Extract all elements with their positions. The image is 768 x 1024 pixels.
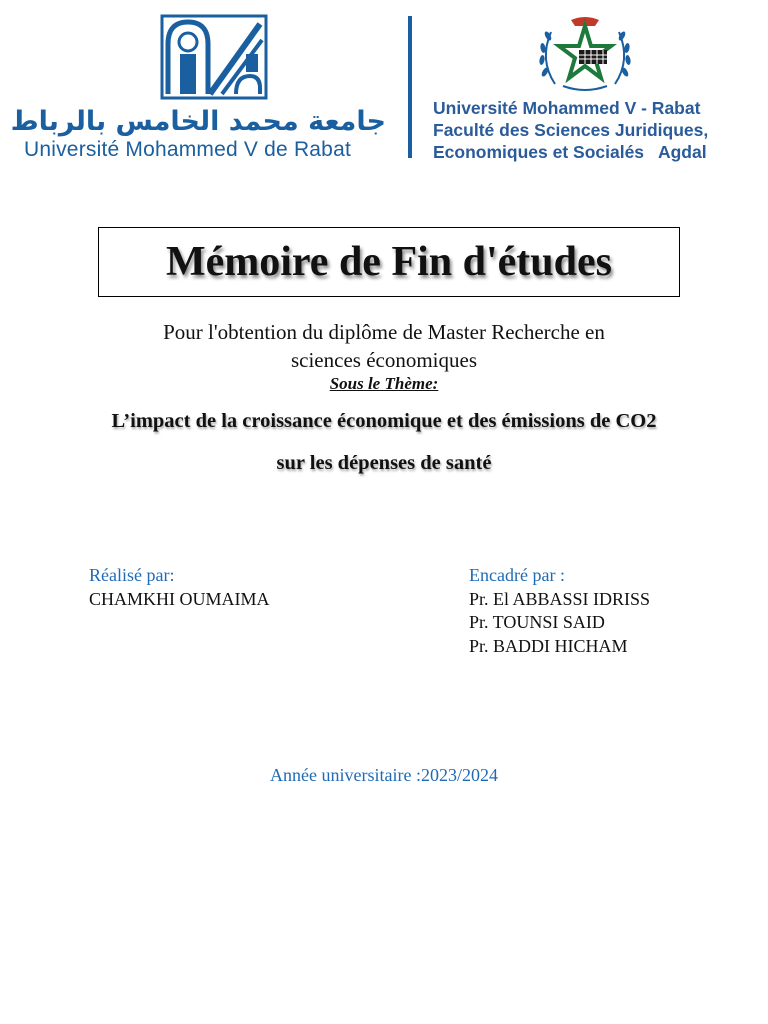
university-name: Université Mohammed V de Rabat bbox=[24, 138, 351, 161]
degree-subtitle-line1: Pour l'obtention du diplôme de Master Recherche en bbox=[163, 320, 605, 344]
supervisor-name: Pr. BADDI HICHAM bbox=[469, 636, 628, 656]
faculty-line-name: Faculté des Sciences Juridiques, bbox=[433, 120, 709, 140]
degree-subtitle-line2: sciences économiques bbox=[290, 348, 478, 372]
document-title: Mémoire de Fin d'études bbox=[165, 239, 612, 285]
author-label: Réalisé par: bbox=[89, 565, 175, 585]
theme-title-line2: sur les dépenses de santé bbox=[276, 452, 492, 474]
author-name: CHAMKHI OUMAIMA bbox=[89, 589, 270, 609]
university-arch-logo-icon bbox=[160, 14, 268, 100]
supervisor-name: Pr. El ABBASSI IDRISS bbox=[469, 589, 651, 609]
faculty-line-campus: Economiques et Socialés Agdal bbox=[433, 142, 707, 162]
morocco-emblem-icon bbox=[533, 14, 637, 94]
title-box bbox=[98, 227, 680, 297]
supervisor-name: Pr. TOUNSI SAID bbox=[469, 612, 605, 632]
header-divider bbox=[408, 16, 412, 158]
theme-label: Sous le Thème: bbox=[329, 374, 439, 393]
supervisors-label: Encadré par : bbox=[469, 565, 565, 585]
university-arabic-name: جامعة محمد الخامس بالرباط bbox=[10, 106, 386, 137]
academic-year: Année universitaire :2023/2024 bbox=[270, 765, 498, 785]
theme-title-line1: L’impact de la croissance économique et des émissions de CO2 bbox=[111, 410, 657, 432]
faculty-line-university: Université Mohammed V - Rabat bbox=[433, 98, 701, 118]
degree-subtitle bbox=[100, 318, 668, 374]
